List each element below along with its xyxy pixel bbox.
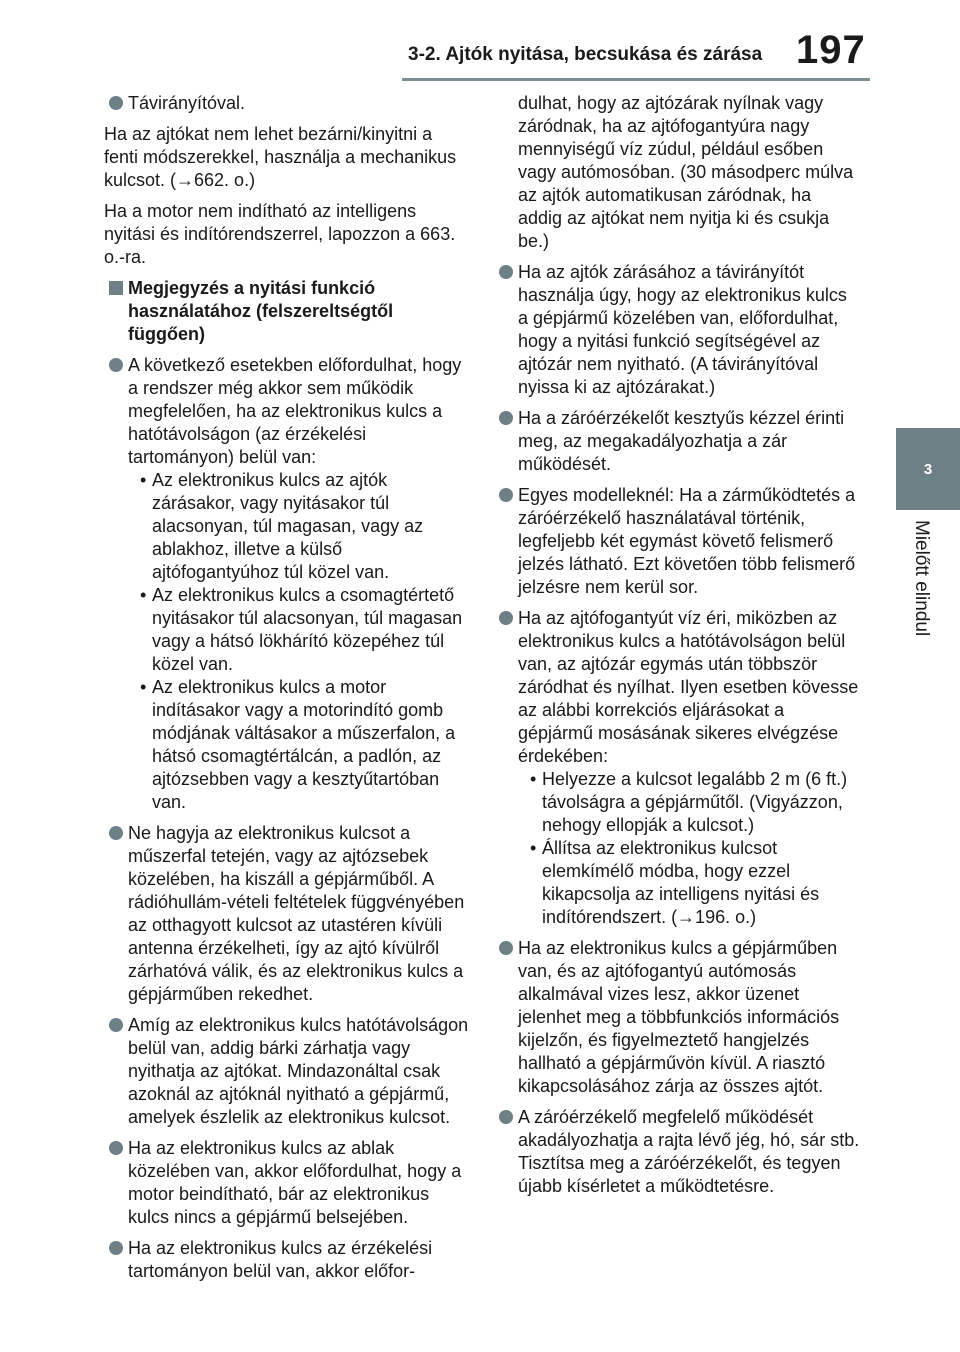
section-title: 3-2. Ajtók nyitása, becsukása és zárása — [408, 44, 763, 65]
list-item — [494, 607, 860, 929]
item-text: Ha az ajtófogantyút víz éri, miközben az elektronikus kulcs a hatótávolságon belül van, az ajtózár egymás után többször záródhat és nyílhat. Ilyen esetben kövesse az alábbi korrekciós eljárásokat a gépjármű mosásának sikeres elvégzése érdekében: — [518, 608, 859, 766]
header-divider — [402, 78, 870, 81]
item-text: dulhat, hogy az ajtózárak nyílnak vagy záródnak, ha az ajtófogantyúra nagy mennyiségű víz zúdul, például esőben vagy autómosóban. (30 másodperc múlva az ajtók automatikusan záródnak, ha addig az ajtókat nem nyitja ki és csukja be.) — [518, 93, 854, 251]
sub-list-item — [518, 768, 860, 837]
page-number: 197 — [796, 28, 866, 72]
list-item — [494, 484, 860, 599]
list-item — [104, 1014, 470, 1129]
sub-item-text: Állítsa az elektronikus kulcsot elemkímélő módba, hogy ezzel kikapcsolja az intelligens nyitási és indítórendszert. (→196. o.) — [542, 838, 820, 927]
page-header — [0, 0, 960, 70]
continued-text — [494, 92, 860, 253]
dot-icon: • — [140, 585, 147, 605]
list-item — [104, 92, 470, 115]
item-text: Amíg az elektronikus kulcs hatótávolságon belül van, addig bárki zárhatja vagy nyithatja az ajtókat. Mindazonáltal csak azoknál az ajtóknál nyitható a gépjármű, amelyek észlelik az elektronikus kulcsot. — [128, 1015, 469, 1127]
item-text: Ne hagyja az elektronikus kulcsot a műszerfal tetején, vagy az ajtózsebek közelében, ha kiszáll a gépjárműből. A rádióhullám-vételi feltételek függvényében az otthagyott kulcsot az utastéren kívüli antenna érzékelheti, így az ajtó kívülről zárhatóvá válik, és az elektronikus kulcs a gépjárműben rekedhet. — [128, 823, 465, 1004]
bullet-icon — [499, 411, 513, 425]
item-text: Ha az elektronikus kulcs a gépjárműben van, és az ajtófogantyú autómosás alkalmával vizes lesz, akkor üzenet jelenhet meg a többfunkciós információs kijelzőn, és figyelmeztető hangjelzés hallható a gépjárművön kívül. A riasztó kikapcsolásához zárja az összes ajtót. — [518, 938, 840, 1096]
sub-item-text: Az elektronikus kulcs a csomagtértető nyitásakor túl alacsonyan, túl magasan vagy a hátsó lökhárító közepéhez túl közel van. — [152, 585, 463, 674]
sub-list-item — [518, 837, 860, 929]
bullet-icon — [499, 611, 513, 625]
heading-text: Megjegyzés a nyitási funkció használatához (felszereltségtől függően) — [128, 278, 394, 344]
chapter-tab — [896, 428, 960, 510]
list-item — [494, 407, 860, 476]
sub-list-item — [128, 584, 470, 676]
item-text: Ha az ajtók zárásához a távirányítót használja úgy, hogy az elektronikus kulcs a gépjármű közelében van, előfordulhat, hogy a nyitási funkció segítségével az ajtózár nem nyitható. (A távirányítóval nyissa ki az ajtózárakat.) — [518, 262, 847, 397]
bullet-icon — [109, 1141, 123, 1155]
sub-item-text: Az elektronikus kulcs a motor indításakor vagy a motorindító gomb módjának váltásakor a műszerfalon, a hátsó csomagtértálcán, a padlón, az ajtózsebben vagy a kesztyűtartóban van. — [152, 677, 456, 812]
list-item — [104, 1137, 470, 1229]
item-text: Ha az elektronikus kulcs az ablak közelében van, akkor előfordulhat, hogy a motor beindítható, bár az elektronikus kulcs nincs a gépjármű belsejében. — [128, 1138, 462, 1227]
list-item — [494, 1106, 860, 1198]
bullet-icon — [109, 358, 123, 372]
dot-icon: • — [530, 769, 537, 789]
sub-list-item — [128, 469, 470, 584]
bullet-icon — [109, 1018, 123, 1032]
list-item — [104, 354, 470, 814]
item-text: Távirányítóval. — [128, 93, 246, 113]
sub-item-text: Helyezze a kulcsot legalább 2 m (6 ft.) távolságra a gépjárműtől. (Vigyázzon, nehogy ellopják a kulcsot.) — [542, 769, 848, 835]
paragraph: Ha az ajtókat nem lehet bezárni/kinyitni a fenti módszerekkel, használja a mechanikus kulcsot. (→662. o.) — [104, 124, 457, 190]
bullet-icon — [499, 1110, 513, 1124]
paragraph: Ha a motor nem indítható az intelligens nyitási és indítórendszerrel, lapozzon a 663. o.-ra. — [104, 201, 456, 267]
list-item — [104, 1237, 470, 1283]
bullet-icon — [109, 1241, 123, 1255]
chapter-number: 3 — [923, 460, 933, 478]
list-item — [494, 937, 860, 1098]
bullet-icon — [109, 96, 123, 110]
item-text: Ha az elektronikus kulcs az érzékelési tartományon belül van, akkor előfor- — [128, 1238, 433, 1281]
bullet-icon — [499, 488, 513, 502]
sub-item-text: Az elektronikus kulcs az ajtók zárásakor, vagy nyitásakor túl alacsonyan, túl magasan, vagy az ablakhoz, illetve a külső ajtófogantyúhoz túl közel van. — [152, 470, 424, 582]
item-text: A záróérzékelő megfelelő működését akadályozhatja a rajta lévő jég, hó, sár stb. Tisztítsa meg a záróérzékelőt, és tegyen újabb kísérletet a működtetésre. — [518, 1107, 860, 1196]
bullet-icon — [499, 941, 513, 955]
chapter-label: Mielőtt elindul — [911, 520, 932, 637]
bullet-icon — [109, 826, 123, 840]
sub-list-item — [128, 676, 470, 814]
list-item — [494, 261, 860, 399]
item-text: A következő esetekben előfordulhat, hogy a rendszer még akkor sem működik megfelelően, ha az elektronikus kulcs a hatótávolságon (az érzékelési tartományon) belül van: — [128, 355, 462, 467]
square-icon — [109, 281, 123, 295]
bullet-icon — [499, 265, 513, 279]
left-column — [104, 92, 470, 1291]
dot-icon: • — [530, 838, 537, 858]
dot-icon: • — [140, 677, 147, 697]
right-column — [494, 92, 860, 1206]
section-heading — [104, 277, 470, 346]
dot-icon: • — [140, 470, 147, 490]
item-text: Ha a záróérzékelőt kesztyűs kézzel érinti meg, az megakadályozhatja a zár működését. — [518, 408, 845, 474]
item-text: Egyes modelleknél: Ha a zárműködtetés a záróérzékelő használatával történik, legfeljebb két egymást követő felismerő jelzés látható. Ezt követően több felismerő jelzésre nem kerül sor. — [518, 485, 856, 597]
list-item — [104, 822, 470, 1006]
